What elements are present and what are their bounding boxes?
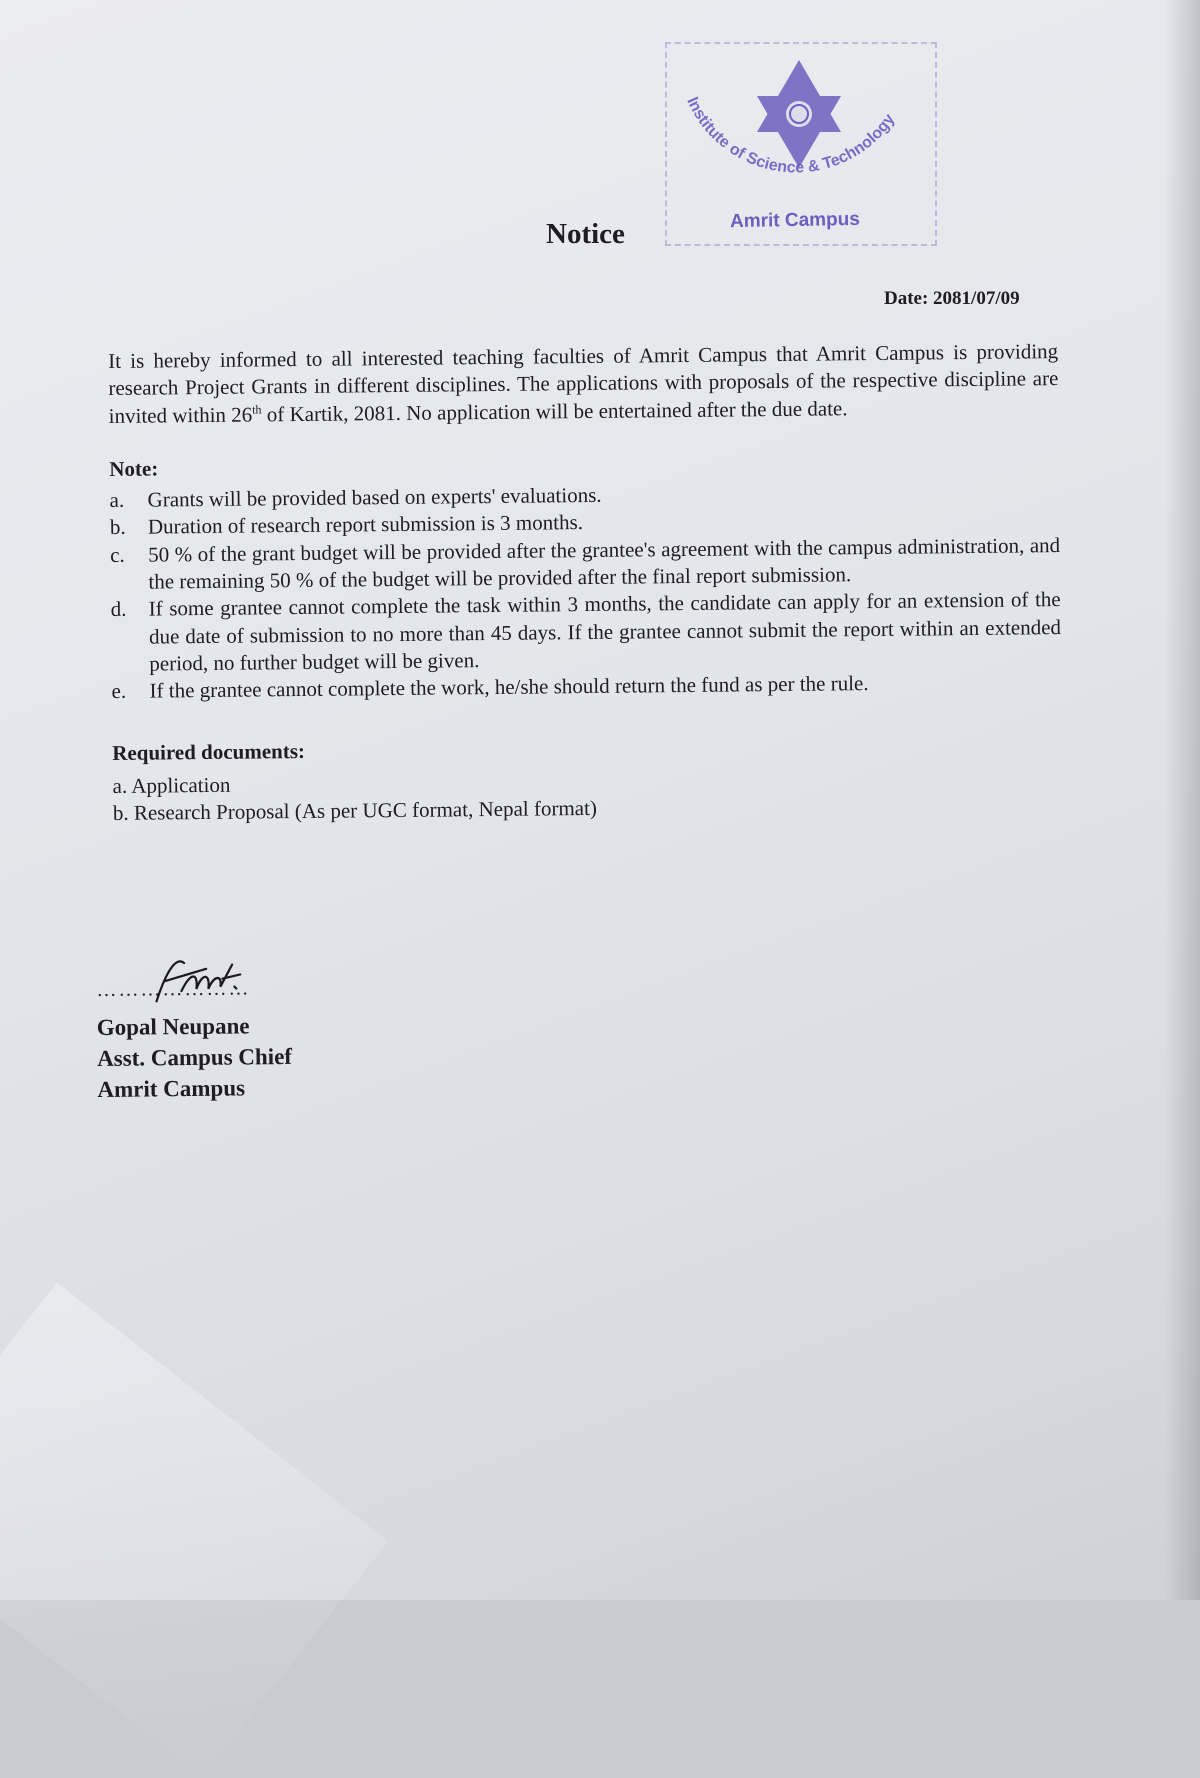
list-marker: c. — [110, 542, 125, 567]
signature-dots: ………………… — [96, 977, 251, 1001]
signature-line — [96, 950, 287, 1012]
list-marker: e. — [111, 679, 127, 704]
list-item: b. Research Proposal (As per UGC format, Nepal format) — [112, 796, 598, 826]
list-item: a. Application — [112, 772, 231, 798]
list-text: If the grantee cannot complete the work, he/she should return the fund as per the rule. — [149, 671, 869, 703]
note-heading: Note: — [109, 456, 159, 481]
notice-body — [108, 338, 1063, 827]
list-item — [110, 532, 1061, 597]
intro-text-2: of Kartik, 2081. No application will be entertained after the due date. — [261, 395, 848, 426]
list-text: 50 % of the grant budget will be provided after the grantee's agreement with the campus administration, and the remaining 50 % of the budget will be provided after the final report submission. — [148, 532, 1061, 594]
list-marker: d. — [110, 597, 127, 622]
stamp-campus-text: Amrit Campus — [729, 208, 861, 233]
list-marker: a. — [109, 488, 125, 513]
list-marker: b. — [109, 515, 126, 540]
intro-text-1: It is hereby informed to all interested teaching faculties of Amrit Campus that Amrit Campus is providing research Project Grants in different disciplines. The applications with proposals of the respective discipline are invited within 26 — [108, 339, 1059, 428]
signatory-name: Gopal Neupane — [96, 1013, 250, 1040]
signatory-org: Amrit Campus — [97, 1075, 246, 1103]
paper-fold-highlight — [0, 1283, 388, 1778]
list-text: If some grantee cannot complete the task within 3 months, the candidate can apply for an extension of the due date of submission to no more than 45 days. If the grantee cannot submit the report within an extended period, no further budget will be given. — [148, 587, 1062, 676]
list-text: Duration of research report submission is 3 months. — [147, 510, 584, 540]
paper-edge-shadow — [1164, 0, 1200, 1600]
note-list — [109, 477, 1061, 705]
intro-superscript: th — [252, 401, 262, 417]
notice-date: Date: 2081/07/09 — [884, 288, 1020, 309]
signature-block — [96, 950, 292, 1105]
list-text: Grants will be provided based on experts' evaluations. — [147, 483, 602, 512]
list-item — [111, 586, 1062, 678]
intro-paragraph — [108, 338, 1059, 430]
stamp-institute-text: Institute of Science & Technology — [683, 94, 899, 177]
signatory-role: Asst. Campus Chief — [96, 1044, 293, 1072]
required-docs-heading: Required documents: — [112, 738, 306, 765]
required-docs-list — [112, 763, 1063, 828]
page-title: Notice — [546, 218, 625, 250]
